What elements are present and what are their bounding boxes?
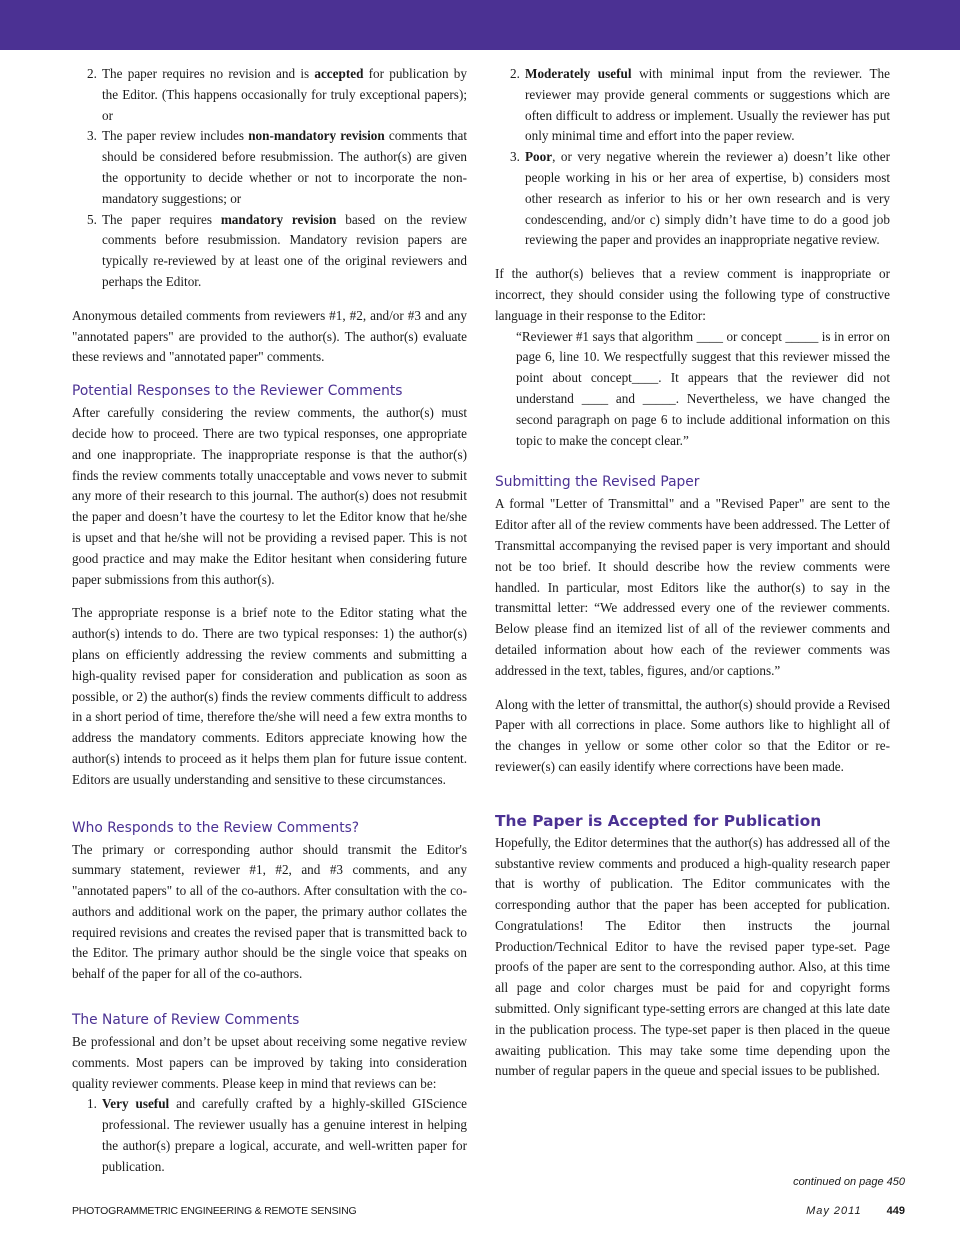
continued-note: continued on page 450 bbox=[793, 1176, 905, 1188]
paragraph: After carefully considering the review comments, the author(s) must decide how to proceed. There are two typical responses, one appropriate and one inappropriate. The inappropriate response is that the author(s) finds the review comments totally unacceptable and vows never to submit any more of their research to this journal. The author(s) does not resubmit the paper and doesn’t have the courtesy to let the Editor know that he/she is upset and that he/she will not be providing a revised paper. This is not good practice and may make the Editor hesitant when considering future paper submissions from this author(s). bbox=[72, 405, 467, 587]
section-heading: The Nature of Review Comments bbox=[72, 1012, 300, 1029]
section-heading: Submitting the Revised Paper bbox=[495, 474, 700, 491]
list-item: 2. Moderately useful with minimal input from the reviewer. The reviewer may provide general comments or suggestions which are often difficult to address or implement. Usually the reviewer has put only minimal time and effort into the paper review. bbox=[510, 66, 890, 144]
paragraph: The appropriate response is a brief note to the Editor stating what the author(s) intends to do. There are two typical responses: 1) the author(s) plans on efficiently addressing the review comments and submitting a high-quality revised paper for consideration and publication as soon as possible, or 2) the author(s) finds the review comments difficult to address in a short period of time, therefore the/she will need a few extra months to address the mandatory comments. Editors appreciate knowing how the author(s) intends to proceed as it helps them plan for future issue content. Editors are usually understanding and sensitive to these circumstances. bbox=[72, 605, 467, 787]
paragraph: If the author(s) believes that a review comment is inappropriate or incorrect, they should consider using the following type of constructive language in their response to the Editor: bbox=[495, 266, 890, 323]
review-types-list-continued bbox=[495, 64, 890, 251]
paragraph: Be professional and don’t be upset about receiving some negative review comments. Most papers can be improved by taking into consideration quality reviewer comments. Please keep in mind that reviews can be: bbox=[72, 1034, 467, 1091]
page-footer bbox=[806, 1205, 905, 1217]
paragraph: Anonymous detailed comments from reviewers #1, #2, and/or #3 and any "annotated papers" are provided to the author(s). The author(s) evaluate these reviews and "annotated paper" comments. bbox=[72, 307, 467, 365]
right-column bbox=[495, 64, 890, 1095]
review-types-list bbox=[72, 1094, 467, 1177]
paragraph: Hopefully, the Editor determines that the author(s) has addressed all of the substantive review comments and produced a high-quality research paper that is worthy of publication. The Editor communicates with the corresponding author that the paper has been accepted for publication. Congratulations! The Editor then instructs the journal Production/Technical Editor to have the revised paper type-set. Page proofs of the paper are sent to the corresponding author. Also, at this time all page and color charges must be paid for and copyright forms submitted. Only significant type-setting errors are changed at this late date in the publication process. The type-set paper is then placed in the queue awaiting publication. This may take some time depending upon the number of regular papers in the queue and special issues to be published. bbox=[495, 834, 890, 1079]
list-item: 2. The paper requires no revision and is accepted for publication by the Editor. (This happens occasionally for truly exceptional papers); or bbox=[87, 66, 467, 123]
list-item: 3. Poor, or very negative wherein the reviewer a) doesn’t like other people working in his or her area of expertise, b) considers most other research as inferior to his or her own research and is very condescending, and/or c) simply didn’t have time to do a good job reviewing the paper and provides an inappropriate negative review. bbox=[510, 149, 890, 248]
header-bar bbox=[0, 0, 960, 50]
quote-block: “Reviewer #1 says that algorithm ____ or concept _____ is in error on page 6, line 10. We respectfully suggest that this reviewer missed the point about concept____. It appears that the reviewer did not understand ____ and _____. Nevertheless, we have changed the second paragraph on page 6 to include additional information on this topic to make the concept clear.” bbox=[516, 328, 890, 448]
journal-name: PHOTOGRAMMETRIC ENGINEERING & REMOTE SENSING bbox=[72, 1205, 357, 1217]
list-item: 1. Very useful and carefully crafted by a highly-skilled GIScience professional. The reviewer usually has a genuine interest in helping the author(s) prepare a logical, accurate, and well-written paper for publication. bbox=[87, 1096, 467, 1174]
section-heading: The Paper is Accepted for Publication bbox=[495, 811, 822, 830]
paragraph: The primary or corresponding author should transmit the Editor's summary statement, reviewer #1, #2, and #3 comments, and any "annotated papers" to all of the co-authors. After consultation with the co-authors and additional work on the paper, the primary author collates the required revisions and creates the revised paper that is transmitted back to the Editor. The primary author should be the single voice that speaks on behalf of the paper for all of the co-authors. bbox=[72, 841, 467, 982]
paragraph: A formal "Letter of Transmittal" and a "Revised Paper" are sent to the Editor after all of the review comments have been addressed. The Letter of Transmittal accompanying the revised paper is very important and should not be too brief. It should describe how the review comments were handled. In particular, most Editors like the author(s) to say in the transmittal letter: “We addressed every one of the reviewer comments. Below please find an itemized list of all of the reviewer comments and detailed information about how each of the reviewer comments was addressed in the text, tables, figures, and/or captions.” bbox=[495, 496, 890, 678]
paragraph: Along with the letter of transmittal, the author(s) should provide a Revised Paper with all corrections in place. Some authors like to highlight all of the changes in yellow or some other color so that the Editor or re-reviewer(s) can easily identify where corrections have been made. bbox=[495, 696, 890, 774]
section-heading: Who Responds to the Review Comments? bbox=[72, 819, 360, 836]
list-item: 5. The paper requires mandatory revision based on the review comments before resubmission. Mandatory revision papers are typically re-reviewed by at least one of the original reviewers and perhaps the Editor. bbox=[87, 211, 467, 289]
list-item: 3. The paper review includes non-mandatory revision comments that should be considered before resubmission. The author(s) are given the opportunity to decide whether or not to incorporate the non-mandatory suggestions; or bbox=[87, 128, 467, 206]
issue-date: May 2011 bbox=[806, 1205, 862, 1217]
review-outcome-list bbox=[72, 64, 467, 293]
section-heading: Potential Responses to the Reviewer Comments bbox=[72, 383, 403, 400]
page-number: 449 bbox=[886, 1205, 905, 1217]
left-column bbox=[72, 64, 467, 1191]
